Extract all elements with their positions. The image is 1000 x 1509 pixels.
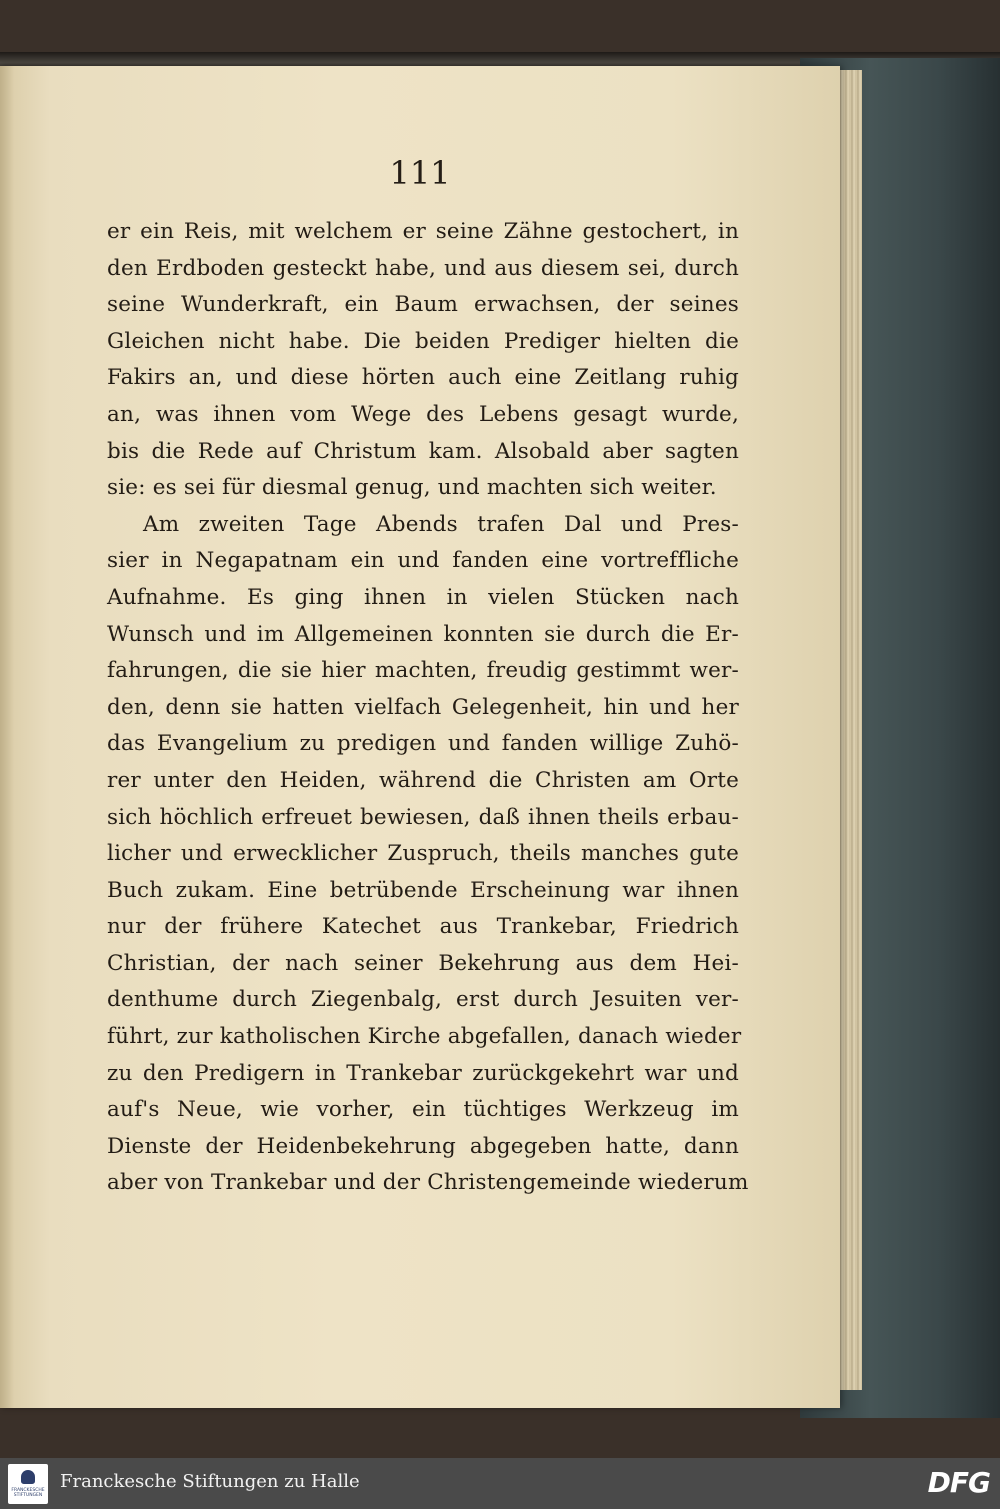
text-line: fahrungen, die sie hier machten, freudig gestimmt wer- bbox=[107, 658, 739, 684]
text-line: Buch zukam. Eine betrübende Erscheinung war ihnen bbox=[107, 877, 739, 903]
text-line: den, denn sie hatten vielfach Gelegenheit, hin und her bbox=[107, 694, 739, 720]
text-line: zu den Predigern in Trankebar zurückgekehrt war und bbox=[107, 1060, 739, 1086]
text-line: Dienste der Heidenbekehrung abgegeben hatte, dann bbox=[107, 1133, 739, 1159]
eagle-icon bbox=[21, 1470, 35, 1484]
institution-name[interactable]: Franckesche Stiftungen zu Halle bbox=[60, 1471, 360, 1492]
book-page bbox=[0, 66, 840, 1408]
text-line: auf's Neue, wie vorher, ein tüchtiges Werkzeug im bbox=[107, 1097, 739, 1123]
text-line: nur der frühere Katechet aus Trankebar, Friedrich bbox=[107, 914, 739, 940]
text-line: rer unter den Heiden, während die Christen am Orte bbox=[107, 767, 739, 793]
franckesche-stiftungen-logo[interactable] bbox=[8, 1464, 48, 1504]
text-line: den Erdboden gesteckt habe, und aus diesem sei, durch bbox=[107, 255, 739, 281]
text-line: Wunsch und im Allgemeinen konnten sie durch die Er- bbox=[107, 621, 739, 647]
text-line: sich höchlich erfreuet bewiesen, daß ihnen theils erbau- bbox=[107, 804, 739, 830]
text-line: er ein Reis, mit welchem er seine Zähne gestochert, in bbox=[107, 219, 739, 244]
text-line: seine Wunderkraft, ein Baum erwachsen, der seines bbox=[107, 292, 739, 318]
text-line: führt, zur katholischen Kirche abgefallen, danach wieder bbox=[107, 1024, 742, 1050]
text-line: Aufnahme. Es ging ihnen in vielen Stücken nach bbox=[107, 584, 739, 610]
text-line: sie: es sei für diesmal genug, und machten sich weiter. bbox=[107, 475, 717, 501]
dfg-logo[interactable]: DFG bbox=[927, 1466, 990, 1499]
body-text bbox=[107, 214, 749, 1202]
page-gutter-shadow bbox=[0, 66, 14, 1408]
text-line: bis die Rede auf Christum kam. Alsobald aber sagten bbox=[107, 438, 739, 464]
text-line: an, was ihnen vom Wege des Lebens gesagt wurde, bbox=[107, 401, 739, 427]
text-line: aber von Trankebar und der Christengemeinde wiederum bbox=[107, 1170, 749, 1196]
logo-caption: FRANCKESCHE STIFTUNGEN bbox=[11, 1488, 45, 1498]
text-line: Christian, der nach seiner Bekehrung aus dem Hei- bbox=[107, 950, 739, 976]
page-number: 111 bbox=[389, 154, 451, 192]
viewer-footer bbox=[0, 1458, 1000, 1509]
text-line: sier in Negapatnam ein und fanden eine vortreffliche bbox=[107, 548, 739, 574]
text-line: das Evangelium zu predigen und fanden willige Zuhö- bbox=[107, 731, 739, 757]
text-line: Fakirs an, und diese hörten auch eine Zeitlang ruhig bbox=[107, 365, 739, 391]
text-line: licher und erwecklicher Zuspruch, theils manches gute bbox=[107, 841, 739, 867]
text-line: denthume durch Ziegenbalg, erst durch Jesuiten ver- bbox=[107, 987, 739, 1013]
text-line: Am zweiten Tage Abends trafen Dal und Pres- bbox=[143, 511, 739, 537]
text-line: Gleichen nicht habe. Die beiden Prediger hielten die bbox=[107, 328, 739, 354]
